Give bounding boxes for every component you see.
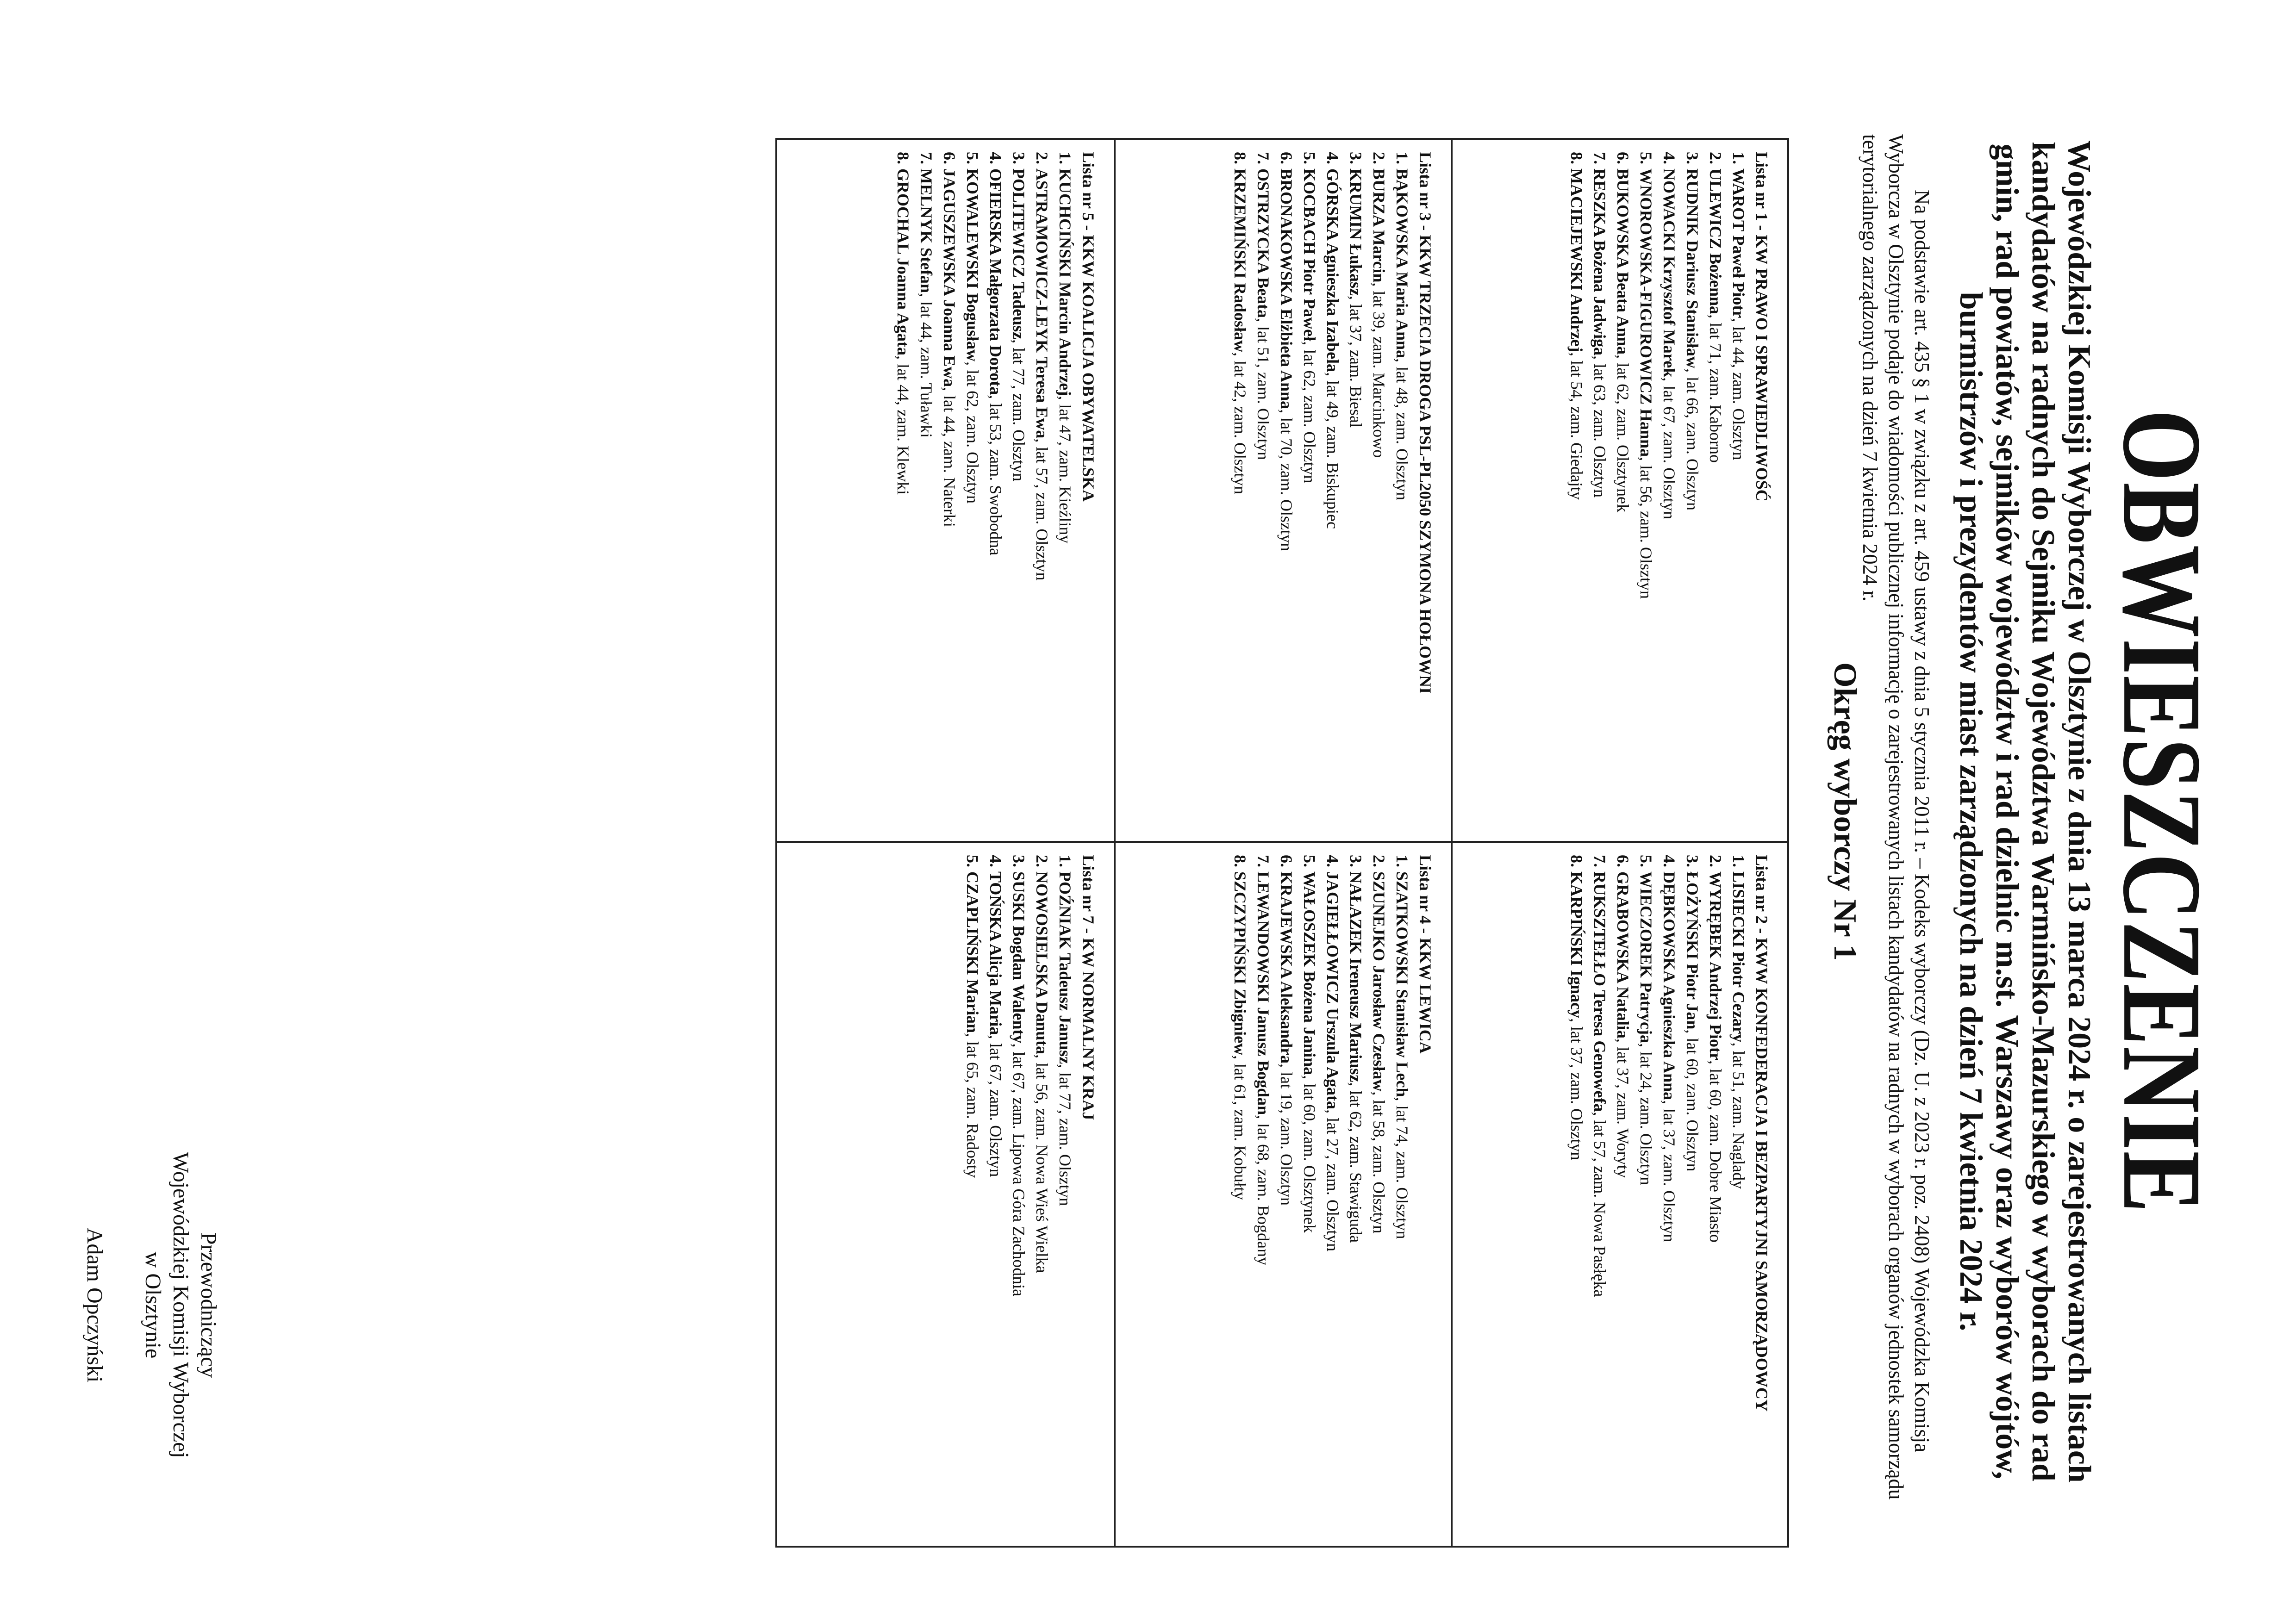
candidate-number: 3. <box>1010 152 1029 164</box>
candidate-number: 8. <box>1230 855 1249 867</box>
candidate-number: 6. <box>1614 855 1632 867</box>
candidate-number: 1. <box>1729 152 1748 164</box>
candidate-details: , lat 71, zam. Kaborno <box>1706 314 1725 463</box>
candidate-entry <box>1030 855 1054 1534</box>
candidate-number: 5. <box>1637 855 1655 867</box>
candidate-name: CZAPLIŃSKI Marian <box>963 871 982 1033</box>
candidate-details: , lat 39, zam. Marcinkowo <box>1369 282 1388 458</box>
candidate-details: , lat 47, zam. Kieźliny <box>1056 396 1075 544</box>
candidate-entry <box>1658 855 1681 1534</box>
candidate-name: SUSKI Bogdan Walenty <box>1010 871 1029 1044</box>
candidate-details: , lat 70, zam. Olsztyn <box>1277 409 1296 552</box>
candidate-details: , lat 27, zam. Olsztyn <box>1323 1109 1342 1251</box>
candidate-entry <box>1030 152 1054 829</box>
candidate-name: WAROT Paweł Piotr <box>1729 168 1748 318</box>
candidate-entry <box>1611 855 1635 1534</box>
candidate-details: , lat 68, zam. Bogdany <box>1254 1115 1273 1266</box>
candidate-details: , lat 62, zam. Olsztynek <box>1614 354 1632 513</box>
candidate-list <box>777 140 1114 843</box>
candidate-details: , lat 77, zam. Olsztyn <box>1056 1064 1075 1206</box>
candidate-details: , lat 61, zam. Kobułty <box>1230 1055 1249 1200</box>
candidate-number: 8. <box>1567 855 1586 867</box>
candidate-number: 4. <box>1323 152 1342 164</box>
candidate-number: 3. <box>1683 855 1702 867</box>
candidate-number: 2. <box>1706 152 1725 164</box>
candidate-details: , lat 62, zam. Stawiguda <box>1346 1082 1365 1243</box>
candidate-entry <box>1727 152 1750 829</box>
candidate-number: 1. <box>1056 855 1075 867</box>
candidate-details: , lat 44, zam. Klewki <box>894 355 913 495</box>
candidate-details: , lat 74, zam. Olsztyn <box>1392 1097 1411 1239</box>
candidate-entry <box>1321 152 1344 829</box>
candidate-number: 6. <box>940 152 959 164</box>
candidate-number: 5. <box>1637 152 1655 164</box>
candidate-name: DĘBKOWSKA Agnieszka Anna <box>1660 871 1678 1101</box>
candidate-number: 1. <box>1056 152 1075 164</box>
candidate-name: RUKSZTEŁŁO Teresa Genowefa <box>1591 871 1609 1112</box>
candidate-details: , lat 44, zam. Naterki <box>940 387 959 528</box>
candidate-entry <box>938 152 961 829</box>
candidate-details: , lat 56, zam. Olsztyn <box>1637 457 1655 599</box>
candidate-details: , lat 37, zam. Olsztyn <box>1660 1100 1678 1243</box>
candidate-name: GRABOWSKA Natalia <box>1614 871 1632 1039</box>
candidate-entry <box>1704 152 1727 829</box>
candidate-details: , lat 19, zam. Olsztyn <box>1277 1063 1296 1206</box>
candidate-details: , lat 77, zam. Olsztyn <box>1010 339 1029 482</box>
candidate-entry <box>1007 855 1030 1534</box>
candidate-name: LEWANDOWSKI Janusz Bogdan <box>1254 871 1273 1115</box>
candidate-entry <box>1565 855 1588 1534</box>
candidate-details: , lat 62, zam. Olsztyn <box>1300 341 1319 484</box>
candidate-name: WIECZOREK Patrycja <box>1637 871 1655 1043</box>
candidate-name: WAŁOSZEK Bożena Janina <box>1300 871 1319 1076</box>
candidate-details: , lat 57, zam. Nowa Pasłęka <box>1591 1112 1609 1297</box>
candidate-entry <box>1054 152 1077 829</box>
candidate-details: , lat 51, zam. Naglady <box>1729 1042 1748 1189</box>
list-title: Lista nr 7 - KW NORMALNY KRAJ <box>1079 855 1098 1120</box>
candidate-name: NOWACKI Krzysztof Marek <box>1660 168 1678 378</box>
candidate-number: 3. <box>1010 855 1029 867</box>
candidate-entry <box>915 152 938 829</box>
candidate-number: 5. <box>1300 152 1319 164</box>
list-title: Lista nr 5 - KKW KOALICJA OBYWATELSKA <box>1079 152 1098 502</box>
candidate-entry <box>1054 855 1077 1534</box>
candidate-number: 3. <box>1683 152 1702 164</box>
candidate-list <box>1114 140 1450 843</box>
candidate-name: MELNYK Stefan <box>917 168 936 293</box>
candidate-entry <box>984 855 1007 1534</box>
candidate-entry <box>1588 855 1611 1534</box>
candidate-entry <box>1367 855 1391 1534</box>
candidate-name: POŹNIAK Tadeusz Janusz <box>1056 871 1075 1064</box>
candidate-entry <box>1275 855 1298 1534</box>
candidate-number: 5. <box>963 152 982 164</box>
candidate-name: OSTRZYCKA Beata <box>1254 168 1273 318</box>
candidate-number: 4. <box>986 152 1005 164</box>
candidate-number: 7. <box>1254 855 1273 867</box>
list-title: Lista nr 3 - KKW TRZECIA DROGA PSL-PL2050 SZYMONA HOŁOWNI <box>1416 152 1435 694</box>
candidate-entry <box>1275 152 1298 829</box>
candidate-entry <box>1007 152 1030 829</box>
candidate-details: , lat 60, zam. Olsztyn <box>1683 1029 1702 1172</box>
signature-name: Adam Opczyński <box>82 1227 107 1383</box>
candidate-name: NOWOSIELSKA Danuta <box>1033 871 1052 1055</box>
candidate-details: , lat 58, zam. Olsztyn <box>1369 1091 1388 1234</box>
electoral-district: Okręg wyborczy Nr 1 <box>1827 662 1863 961</box>
candidate-entry <box>1252 855 1275 1534</box>
candidate-number: 2. <box>1369 855 1388 867</box>
signature-role: Przewodniczący <box>196 1232 221 1378</box>
candidate-entry <box>1681 152 1704 829</box>
candidate-number: 7. <box>1591 855 1609 867</box>
signature-block <box>81 1143 222 1467</box>
candidate-number: 4. <box>1323 855 1342 867</box>
candidate-list <box>777 843 1114 1546</box>
candidate-number: 5. <box>963 855 982 867</box>
candidate-details: , lat 24, zam. Olsztyn <box>1637 1043 1655 1185</box>
candidate-details: , lat 49, zam. Biskupiec <box>1323 372 1342 529</box>
candidate-details: , lat 44, zam. Tuławki <box>917 293 936 438</box>
candidate-details: , lat 51, zam. Olsztyn <box>1254 318 1273 460</box>
candidate-number: 7. <box>1254 152 1273 164</box>
candidate-name: MACIEJEWSKI Andrzej <box>1567 168 1586 353</box>
candidate-details: , lat 66, zam. Olsztyn <box>1683 368 1702 510</box>
candidate-entry <box>1588 152 1611 829</box>
candidate-number: 6. <box>1277 855 1296 867</box>
candidate-entry <box>1635 152 1658 829</box>
candidate-number: 6. <box>1277 152 1296 164</box>
candidate-entry <box>1321 855 1344 1534</box>
candidate-entry <box>984 152 1007 829</box>
candidate-number: 2. <box>1706 855 1725 867</box>
candidate-name: KARPIŃSKI Ignacy <box>1567 871 1586 1019</box>
candidate-details: , lat 62, zam. Olsztyn <box>963 361 982 504</box>
list-title: Lista nr 1 - KW PRAWO I SPRAWIEDLIWOŚĆ <box>1753 152 1771 502</box>
candidate-name: KRAJEWSKA Aleksandra <box>1277 871 1296 1064</box>
candidate-name: RUDNIK Dariusz Stanisław <box>1683 168 1702 369</box>
candidate-entry <box>1658 152 1681 829</box>
candidate-number: 1. <box>1729 855 1748 867</box>
candidate-details: , lat 54, zam. Giedajty <box>1567 352 1586 500</box>
candidate-entry <box>1681 855 1704 1534</box>
candidate-list <box>1114 843 1450 1546</box>
candidate-details: , lat 56, zam. Nowa Wieś Wielka <box>1033 1054 1052 1273</box>
candidate-number: 4. <box>1660 152 1678 164</box>
candidate-name: KOCBACH Piotr Paweł <box>1300 168 1319 342</box>
candidate-name: GROCHAL Joanna Agata <box>894 168 913 356</box>
candidate-entry <box>1391 855 1414 1534</box>
candidate-number: 4. <box>1660 855 1678 867</box>
candidate-name: WYRĘBEK Andrzej Piotr <box>1706 871 1725 1060</box>
candidate-number: 7. <box>917 152 936 164</box>
candidate-entry <box>892 152 915 829</box>
candidate-entry <box>961 152 984 829</box>
candidate-details: , lat 67, zam. Olsztyn <box>1660 377 1678 520</box>
candidate-details: , lat 53, zam. Swobodna <box>986 395 1005 556</box>
candidate-name: RESZKA Bożena Jadwiga <box>1591 168 1609 356</box>
candidate-list <box>1451 140 1787 843</box>
candidate-entry <box>1565 152 1588 829</box>
candidate-entry <box>1635 855 1658 1534</box>
candidate-name: WNOROWSKA-FIGUROWICZ Hanna <box>1637 168 1655 457</box>
candidate-number: 4. <box>986 855 1005 867</box>
candidate-details: , lat 65, zam. Radosty <box>963 1033 982 1178</box>
candidate-name: NAŁAZEK Ireneusz Mariusz <box>1346 871 1365 1082</box>
candidate-entry <box>1611 152 1635 829</box>
candidate-number: 8. <box>894 152 913 164</box>
candidate-details: , lat 37, zam. Biesal <box>1346 296 1365 428</box>
candidate-name: BURZA Marcin <box>1369 168 1388 283</box>
candidate-name: BĄKOWSKA Maria Anna <box>1392 168 1411 359</box>
candidate-name: TOŃSKA Alicja Maria <box>986 871 1005 1035</box>
candidate-entry <box>1298 855 1321 1534</box>
candidate-number: 2. <box>1033 855 1052 867</box>
candidate-entry <box>1229 152 1252 829</box>
candidate-name: ŁOŻYŃSKI Piotr Jan <box>1683 871 1702 1030</box>
candidate-entry <box>1344 855 1367 1534</box>
candidate-number: 6. <box>1614 152 1632 164</box>
candidate-name: KRZEMIŃSKI Radosław <box>1230 168 1249 353</box>
candidate-entry <box>1344 152 1367 829</box>
candidate-number: 3. <box>1346 855 1365 867</box>
candidate-name: SZUNEJKO Jarosław Czesław <box>1369 871 1388 1092</box>
candidate-number: 7. <box>1591 152 1609 164</box>
candidate-entry <box>1391 152 1414 829</box>
candidate-name: POLITEWICZ Tadeusz <box>1010 168 1029 340</box>
candidate-details: , lat 37, zam. Olsztyn <box>1567 1018 1586 1160</box>
candidate-name: SZATKOWSKI Stanisław Lech <box>1392 871 1411 1097</box>
candidate-entry <box>961 855 984 1534</box>
candidate-entry <box>1367 152 1391 829</box>
candidate-entry <box>1252 152 1275 829</box>
signature-commission: Wojewódzkiej Komisji Wyborczej <box>168 1152 193 1458</box>
candidate-name: SZCZYPIŃSKI Zbigniew <box>1230 871 1249 1056</box>
candidate-number: 1. <box>1392 152 1411 164</box>
candidate-name: BUKOWSKA Beata Anna <box>1614 168 1632 355</box>
candidate-details: , lat 60, zam. Dobre Miasto <box>1706 1060 1725 1243</box>
candidate-name: OFIERSKA Małgorzata Dorota <box>986 168 1005 395</box>
candidate-details: , lat 48, zam. Olsztyn <box>1392 358 1411 500</box>
candidate-name: LISIECKI Piotr Cezary <box>1729 871 1748 1043</box>
candidate-name: JAGUSZEWSKA Joanna Ewa <box>940 168 959 387</box>
signature-city: w Olsztynie <box>141 1251 165 1359</box>
candidate-name: GÓRSKA Agnieszka Izabela <box>1323 168 1342 373</box>
candidate-name: ULEWICZ Bożenna <box>1706 168 1725 315</box>
candidate-details: , lat 63, zam. Olsztyn <box>1591 355 1609 498</box>
candidate-number: 2. <box>1033 152 1052 164</box>
legal-basis-paragraph: Na podstawie art. 435 § 1 w związku z art. 459 ustawy z dnia 5 stycznia 2011 r. – Kodeks wyborczy (Dz. U. z 2023 r. poz. 2408) Wojewódzka Komisja Wyborcza w Olsztynie podaje do wiadomości publicznej informację o zarejestrowanych listach kandydatów na radnych w wyborach organów jednostek samorządu terytorialnego zarządzonych na dzień 7 kwietnia 2024 r. <box>1859 134 1934 1500</box>
candidate-details: , lat 67, zam. Olsztyn <box>986 1035 1005 1177</box>
candidate-entry <box>1298 152 1321 829</box>
list-title: Lista nr 2 - KWW KONFEDERACJA I BEZPARTYJNI SAMORZĄDOWCY <box>1753 855 1771 1412</box>
candidate-name: BRONAKOWSKA Elżbieta Anna <box>1277 168 1296 410</box>
candidate-number: 3. <box>1346 152 1365 164</box>
candidate-details: , lat 42, zam. Olsztyn <box>1230 352 1249 495</box>
candidate-number: 1. <box>1392 855 1411 867</box>
candidate-lists-table <box>775 138 1789 1548</box>
candidate-name: KRUMIN Łukasz <box>1346 168 1365 296</box>
candidate-details: , lat 37, zam. Woryty <box>1614 1038 1632 1178</box>
candidate-details: , lat 60, zam. Olsztynek <box>1300 1075 1319 1233</box>
candidate-name: ASTRAMOWICZ-LEYK Teresa Ewa <box>1033 168 1052 439</box>
candidate-name: JAGIEŁŁOWICZ Urszula Agata <box>1323 871 1342 1110</box>
candidate-name: KOWALEWSKI Bogusław <box>963 168 982 362</box>
candidate-entry <box>1229 855 1252 1534</box>
candidate-list <box>1451 843 1787 1546</box>
candidate-number: 5. <box>1300 855 1319 867</box>
candidate-number: 8. <box>1567 152 1586 164</box>
document-heading: Wojewódzkiej Komisji Wyborczej w Olsztynie z dnia 13 marca 2024 r. o zarejestrowanych listach kandydatów na radnych do Sejmiku Województwa Warmińsko-Mazurskiego w wyborach do rad gmin, rad powiatów, sejmików województw i rad dzielnic m.st. Warszawy oraz wyborów wójtów, burmistrzów i prezydentów miast zarządzonych na dzień 7 kwietnia 2024 r. <box>1953 140 2097 1483</box>
candidate-name: KUCHCIŃSKI Marcin Andrzej <box>1056 168 1075 396</box>
candidate-entry <box>1727 855 1750 1534</box>
candidate-entry <box>1704 855 1727 1534</box>
candidate-number: 2. <box>1369 152 1388 164</box>
document-title: OBWIESZCZENIE <box>2099 409 2225 1214</box>
candidate-details: , lat 67, zam. Lipowa Góra Zachodnia <box>1010 1043 1029 1297</box>
candidate-details: , lat 44, zam. Olsztyn <box>1729 318 1748 460</box>
candidate-details: , lat 57, zam. Olsztyn <box>1033 438 1052 581</box>
list-title: Lista nr 4 - KKW LEWICA <box>1416 855 1435 1054</box>
candidate-number: 8. <box>1230 152 1249 164</box>
